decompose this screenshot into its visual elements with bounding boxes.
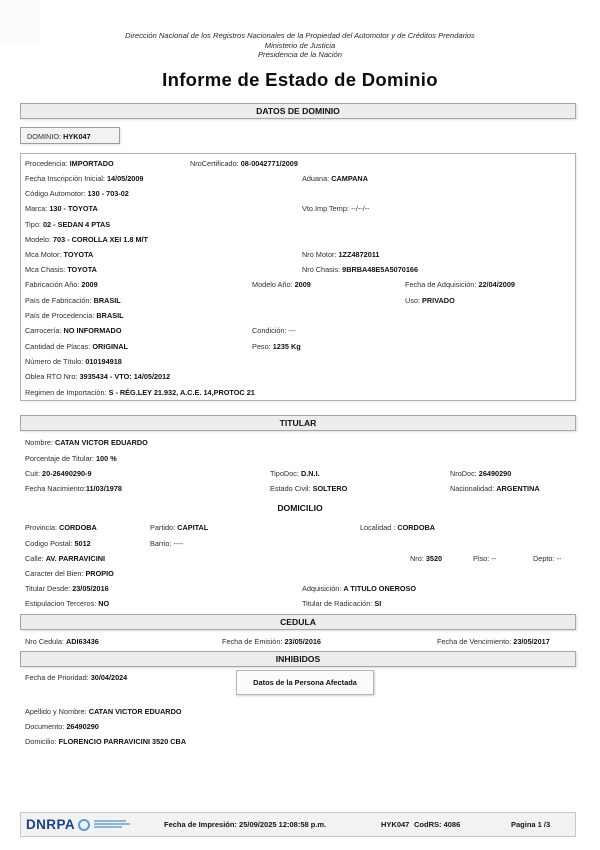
dnrpa-logo: DNRPA [26, 817, 75, 832]
dominio-value: HYK047 [63, 132, 91, 141]
section-header-titular: TITULAR [20, 415, 576, 431]
datos-row [0, 280, 600, 292]
field-nro-motor: Nro Motor: 1ZZ4872011 [302, 250, 380, 259]
datos-row [0, 357, 600, 369]
field-pais-procedencia: País de Procedencia: BRASIL [25, 311, 124, 320]
field-provincia: Provincia: CORDOBA [25, 523, 97, 532]
footer-pagina: Pagina 1 /3 [511, 820, 551, 829]
datos-row [0, 189, 600, 201]
field-codigo-postal: Codigo Postal: 5012 [25, 539, 91, 548]
datos-row [0, 265, 600, 277]
datos-row [0, 220, 600, 232]
field-nacionalidad: Nacionalidad: ARGENTINA [450, 484, 540, 493]
domicilio-row [0, 539, 600, 551]
field-procedencia: Procedencia: IMPORTADO [25, 159, 114, 168]
field-regimen-importacion: Regimen de Importación: S - RÉG.LEY 21.932, A.C.E. 14,PROTOC 21 [25, 388, 255, 397]
field-calle: Calle: AV. PARRAVICINI [25, 554, 106, 563]
field-modelo: Modelo: 703 - COROLLA XEI 1.8 M/T [25, 235, 149, 244]
datos-row [0, 326, 600, 338]
datos-row [0, 372, 600, 384]
titular-row [0, 484, 600, 496]
field-cuit: Cuit: 20-26490290-9 [25, 469, 92, 478]
field-tipo: Tipo: 02 - SEDAN 4 PTAS [25, 220, 111, 229]
field-domicilio-inhibido: Domicilio: FLORENCIO PARRAVICINI 3520 CBA [25, 737, 187, 746]
field-uso: Uso: PRIVADO [405, 296, 455, 305]
datos-row [0, 250, 600, 262]
datos-row [0, 235, 600, 247]
field-nro-certificado: NroCertificado: 08-0042771/2009 [190, 159, 298, 168]
field-peso: Peso: 1235 Kg [252, 342, 301, 351]
field-fecha-emision: Fecha de Emisión: 23/05/2016 [222, 637, 321, 646]
field-porcentaje-titular: Porcentaje de Titular: 100 % [25, 454, 117, 463]
domicilio-row [0, 599, 600, 611]
dnrpa-globe-icon [78, 819, 90, 831]
field-carroceria: Carrocería: NO INFORMADO [25, 326, 122, 335]
field-adquisicion: Adquisición: A TITULO ONEROSO [302, 584, 417, 593]
datos-row [0, 174, 600, 186]
domicilio-row [0, 554, 600, 566]
datos-persona-afectada-button[interactable]: Datos de la Persona Afectada [236, 670, 374, 695]
field-barrio: Barrio: ---- [150, 539, 184, 548]
field-apellido-nombre: Apellido y Nombre: CATAN VICTOR EDUARDO [25, 707, 182, 716]
datos-row [0, 159, 600, 171]
domicilio-row [0, 569, 600, 581]
field-fabricacion-anio: Fabricación Año: 2009 [25, 280, 98, 289]
domicilio-row [0, 523, 600, 535]
field-modelo-anio: Modelo Año: 2009 [252, 280, 311, 289]
field-fecha-prioridad: Fecha de Prioridad: 30/04/2024 [25, 673, 128, 682]
field-nro-doc: NroDoc: 26490290 [450, 469, 512, 478]
dominio-box [20, 127, 120, 144]
inhibidos-row [0, 707, 600, 719]
field-titular-desde: Titular Desde: 23/05/2016 [25, 584, 109, 593]
footer-dominio: HYK047 [381, 820, 410, 829]
fecha-impresion: Fecha de Impresión: 25/09/2025 12:08:58 p.m. [164, 820, 327, 829]
section-header-cedula: CEDULA [20, 614, 576, 630]
field-marca: Marca: 130 - TOYOTA [25, 204, 98, 213]
ministry-line: Ministerio de Justicia [264, 41, 336, 50]
datos-row [0, 204, 600, 216]
datos-row [0, 388, 600, 400]
field-condicion: Condición: --- [252, 326, 296, 335]
section-header-domicilio: DOMICILIO [277, 503, 323, 513]
inhibidos-row [0, 737, 600, 749]
field-tipo-doc: TipoDoc: D.N.I. [270, 469, 320, 478]
field-pais-fabricacion: País de Fabricación: BRASIL [25, 296, 121, 305]
field-partido: Partido: CAPITAL [150, 523, 209, 532]
field-fecha-inscripcion: Fecha Inscripción Inicial: 14/05/2009 [25, 174, 144, 183]
field-fecha-adquisicion: Fecha de Adquisición: 22/04/2009 [405, 280, 515, 289]
field-mca-motor: Mca Motor: TOYOTA [25, 250, 94, 259]
page-title: Informe de Estado de Dominio [162, 69, 438, 90]
field-nombre: Nombre: CATAN VICTOR EDUARDO [25, 438, 148, 447]
datos-row [0, 296, 600, 308]
datos-row [0, 311, 600, 323]
field-estado-civil: Estado Civil: SOLTERO [270, 484, 348, 493]
field-documento: Documento: 26490290 [25, 722, 99, 731]
org-name-line: Dirección Nacional de los Registros Nacionales de la Propiedad del Automotor y de Créditos Prendarios [125, 31, 475, 40]
field-nro-chasis: Nro Chasis: 9BRBA48E5A5070166 [302, 265, 419, 274]
field-fecha-vencimiento: Fecha de Vencimiento: 23/05/2017 [437, 637, 550, 646]
domicilio-row [0, 584, 600, 596]
field-fecha-nacimiento: Fecha Nacimiento:11/03/1978 [25, 484, 122, 493]
field-estipulacion-terceros: Estipulacion Terceros: NO [25, 599, 110, 608]
inhibidos-row [0, 722, 600, 734]
field-cantidad-placas: Cantidad de Placas: ORIGINAL [25, 342, 129, 351]
cedula-row [0, 637, 600, 649]
field-nro-cedula: Nro Cedula: ADI63436 [25, 637, 99, 646]
footer-bar [20, 812, 576, 837]
titular-row [0, 454, 600, 466]
field-localidad: Localidad : CORDOBA [360, 523, 436, 532]
field-depto: Depto: -- [533, 554, 562, 563]
field-nro: Nro: 3520 [410, 554, 443, 563]
field-caracter-del-bien: Caracter del Bien: PROPIO [25, 569, 114, 578]
footer-codrs: CodRS: 4086 [414, 820, 461, 829]
field-piso: Piso: -- [473, 554, 497, 563]
section-header-datos-de-dominio: DATOS DE DOMINIO [20, 103, 576, 119]
field-numero-titulo: Número de Título: 010194918 [25, 357, 122, 366]
field-oblea-rto: Oblea RTO Nro: 3935434 - VTO: 14/05/2012 [25, 372, 171, 381]
field-titular-radicacion: Titular de Radicación: SI [302, 599, 382, 608]
field-aduana: Aduana: CAMPANA [302, 174, 368, 183]
titular-row [0, 469, 600, 481]
field-vto-imp-temp: Vto.Imp Temp: --/--/-- [302, 204, 370, 213]
section-header-inhibidos: INHIBIDOS [20, 651, 576, 667]
dnrpa-logo-text-lines [94, 820, 130, 829]
presidency-line: Presidencia de la Nación [257, 50, 342, 59]
field-mca-chasis: Mca Chasis: TOYOTA [25, 265, 97, 274]
datos-row [0, 342, 600, 354]
dominio-label: DOMINIO: [27, 132, 62, 141]
titular-row [0, 438, 600, 450]
field-codigo-automotor: Código Automotor: 130 - 703-02 [25, 189, 129, 198]
